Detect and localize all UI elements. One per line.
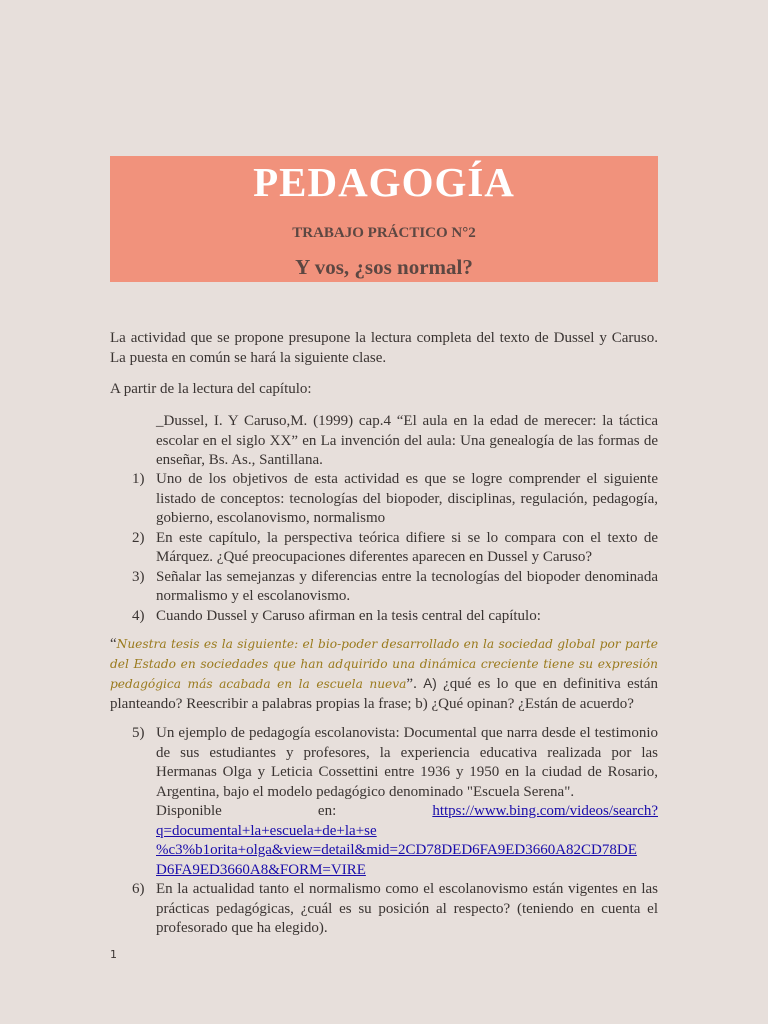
list-item bbox=[132, 607, 658, 627]
reading-lead-paragraph: A partir de la lectura del capítulo: bbox=[110, 381, 312, 397]
list-item bbox=[132, 470, 658, 529]
list-item-number: 1) bbox=[132, 471, 145, 487]
activity-list-second bbox=[132, 724, 658, 939]
list-item-text: En este capítulo, la perspectiva teórica difiere si se lo compara con el texto de Márquez. ¿Qué preocupaciones diferentes aparecen en Dussel y Caruso? bbox=[156, 529, 658, 565]
list-item bbox=[132, 724, 658, 880]
link-continuation bbox=[156, 861, 658, 881]
list-item-number: 3) bbox=[132, 568, 145, 585]
page-number: 1 bbox=[110, 948, 117, 961]
available-label: Disponible bbox=[156, 803, 222, 819]
link-continuation bbox=[156, 841, 658, 861]
question-a-marker: A) bbox=[423, 676, 437, 691]
quote-open-mark: “ bbox=[110, 636, 117, 652]
page-title: PEDAGOGÍA bbox=[253, 159, 515, 205]
assignment-question: Y vos, ¿sos normal? bbox=[295, 255, 473, 279]
available-en-label: en: bbox=[317, 803, 337, 819]
documentary-link-part-3[interactable]: %c3%b1orita+olga&view=detail&mid=2CD78DED6FA9ED3660A82CD78DE bbox=[156, 842, 637, 858]
list-item bbox=[132, 568, 658, 607]
list-item bbox=[132, 529, 658, 568]
list-item-text: Cuando Dussel y Caruso afirman en la tesis central del capítulo: bbox=[156, 607, 541, 624]
quote-close-mark: ”. bbox=[406, 676, 417, 692]
list-item-text: Un ejemplo de pedagogía escolanovista: Documental que narra desde el testimonio de sus estudiantes y profesores, la experiencia educativa realizada por las Hermanas Olga y Leticia Cossettini entre 1936 y 1950 en la ciudad de Rosario, Argentina, bajo el modelo pedagógico denominado "Escuela Serena". bbox=[156, 725, 658, 800]
title-banner bbox=[110, 156, 658, 282]
activity-list-first bbox=[132, 470, 658, 626]
list-item-number: 4) bbox=[132, 607, 145, 624]
list-item-text: Señalar las semejanzas y diferencias entre la tecnologías del biopoder denominada normalismo y el escolanovismo. bbox=[156, 568, 658, 604]
list-item-number: 5) bbox=[132, 725, 145, 741]
link-continuation bbox=[156, 822, 658, 842]
documentary-link-part-1[interactable]: https://www.bing.com/videos/search? bbox=[432, 803, 658, 819]
available-line bbox=[156, 802, 658, 822]
bibliographic-reference: _Dussel, I. Y Caruso,M. (1999) cap.4 “El aula en la edad de merecer: la táctica escolar en el siglo XX” en La invención del aula: Una genealogía de las formas de enseñar, Bs. As., Santillana. bbox=[156, 413, 658, 468]
list-item-number: 6) bbox=[132, 881, 145, 897]
list-item-number: 2) bbox=[132, 529, 145, 546]
list-item bbox=[132, 880, 658, 939]
intro-paragraph: La actividad que se propone presupone la lectura completa del texto de Dussel y Caruso. La puesta en común se hará la siguiente clase. bbox=[110, 330, 658, 366]
list-item-text: Uno de los objetivos de esta actividad es que se logre comprender el siguiente listado de conceptos: tecnologías del biopoder, disciplinas, regulación, pedagogía, gobierno, escolanovismo, normalismo bbox=[156, 471, 658, 526]
thesis-quote-text: Nuestra tesis es la siguiente: el bio-poder desarrollado en la sociedad global por parte del Estado en sociedades que han adquirido una dinámica creciente tiene su expresión pedagógica más acabada en la escuela nueva bbox=[110, 637, 658, 691]
quote-questions: ¿qué es lo que en definitiva están planteando? Reescribir a palabras propias la frase; b) ¿Qué opinan? ¿Están de acuerdo? bbox=[110, 676, 658, 712]
assignment-subtitle: TRABAJO PRÁCTICO N°2 bbox=[292, 225, 476, 241]
documentary-link-part-2[interactable]: q=documental+la+escuela+de+la+se bbox=[156, 822, 377, 839]
documentary-link-part-4[interactable]: D6FA9ED3660A8&FORM=VIRE bbox=[156, 861, 366, 878]
list-item-text: En la actualidad tanto el normalismo como el escolanovismo están vigentes en las prácticas pedagógicas, ¿cuál es su posición al respecto? (teniendo en cuenta el profesorado que ha elegido). bbox=[156, 881, 658, 936]
thesis-quote-block bbox=[110, 635, 658, 714]
